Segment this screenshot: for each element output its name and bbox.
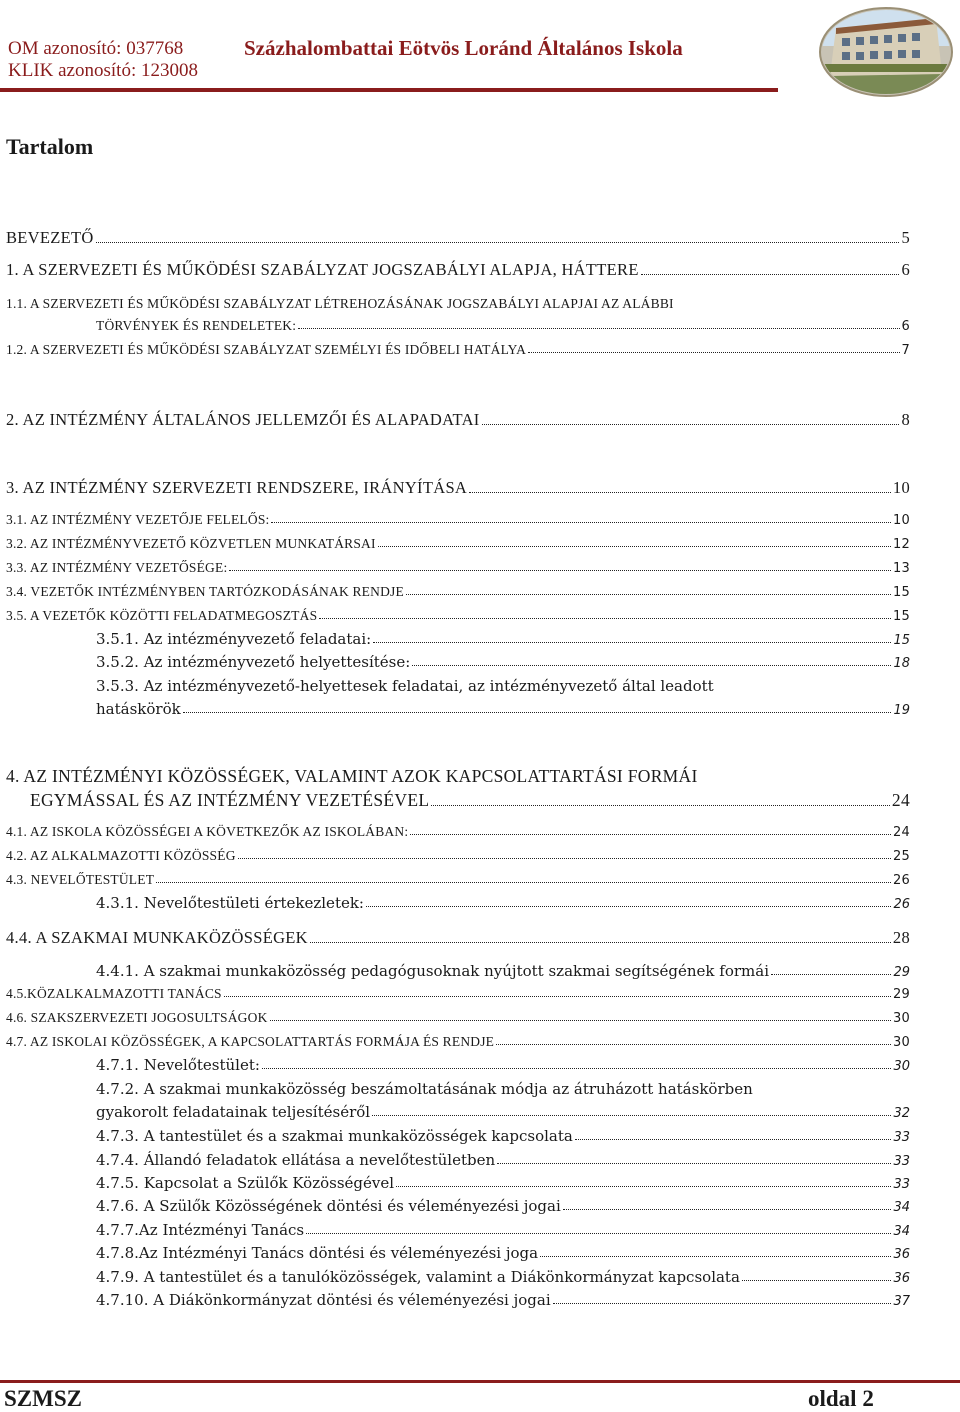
toc-entry-label: 4.4.1. A szakmai munkaközösség pedagógusoknak nyújtott szakmai segítségének formái bbox=[96, 962, 770, 980]
toc-entry[interactable] bbox=[6, 1010, 910, 1026]
toc-entry-page: 30 bbox=[893, 1011, 910, 1026]
toc-entry[interactable] bbox=[96, 700, 910, 718]
toc-entry[interactable] bbox=[6, 536, 910, 552]
dot-leader bbox=[378, 545, 891, 547]
toc-entry-page: 19 bbox=[893, 703, 910, 718]
toc-entry-page: 37 bbox=[893, 1294, 910, 1309]
toc-entry[interactable] bbox=[96, 894, 910, 912]
toc-entry-page: 24 bbox=[891, 790, 910, 810]
toc-entry-label: 3.5.2. Az intézményvezető helyettesítése: bbox=[96, 653, 411, 671]
dot-leader bbox=[310, 941, 891, 943]
toc-entry-label: EGYMÁSSAL ÉS AZ INTÉZMÉNY VEZETÉSÉVEL bbox=[30, 790, 430, 810]
toc-entry-label-line1: 1.1. A SZERVEZETI ÉS MŰKÖDÉSI SZABÁLYZAT LÉTREHOZÁSÁNAK JOGSZABÁLYI ALAPJAI AZ ALÁBBI bbox=[6, 296, 674, 311]
dot-leader bbox=[469, 491, 891, 493]
dot-leader bbox=[262, 1067, 892, 1069]
dot-leader bbox=[396, 1185, 891, 1187]
dot-leader bbox=[373, 641, 891, 643]
toc-entry-label: gyakorolt feladatainak teljesítéséről bbox=[96, 1103, 371, 1121]
toc-entry[interactable] bbox=[96, 1221, 910, 1239]
toc-entry-label: 4.7.1. Nevelőtestület: bbox=[96, 1056, 260, 1074]
dot-leader bbox=[298, 327, 899, 329]
toc-entry[interactable] bbox=[96, 1244, 910, 1262]
toc-entry-label: 3.4. VEZETŐK INTÉZMÉNYBEN TARTÓZKODÁSÁNAK RENDJE bbox=[6, 584, 404, 599]
dot-leader bbox=[319, 617, 891, 619]
toc-entry-label: 3.2. AZ INTÉZMÉNYVEZETŐ KÖZVETLEN MUNKATÁRSAI bbox=[6, 536, 376, 551]
toc-entry-page: 15 bbox=[893, 585, 910, 600]
toc-entry-label: 4.7.3. A tantestület és a szakmai munkaközösségek kapcsolata bbox=[96, 1127, 573, 1145]
toc-entry-page: 25 bbox=[893, 849, 910, 864]
toc-entry[interactable] bbox=[6, 560, 910, 576]
toc-entry-page: 34 bbox=[893, 1224, 910, 1239]
toc-entry-page: 15 bbox=[893, 633, 910, 648]
dot-leader bbox=[183, 711, 892, 713]
toc-entry[interactable] bbox=[6, 824, 910, 840]
toc-entry-label: 4.2. AZ ALKALMAZOTTI KÖZÖSSÉG bbox=[6, 848, 236, 863]
toc-entry-page: 7 bbox=[901, 343, 910, 358]
toc-entry[interactable] bbox=[96, 1127, 910, 1145]
toc-entry-label: 4.7.9. A tantestület és a tanulóközösségek, valamint a Diákönkormányzat kapcsolata bbox=[96, 1268, 740, 1286]
dot-leader bbox=[372, 1114, 891, 1116]
toc-entry[interactable] bbox=[6, 872, 910, 888]
toc-entry-label-line1: 4.7.2. A szakmai munkaközösség beszámoltatásának módja az átruházott hatáskörben bbox=[96, 1080, 753, 1098]
toc-entry[interactable] bbox=[6, 928, 910, 948]
toc-entry-page: 29 bbox=[893, 987, 910, 1002]
toc-entry[interactable] bbox=[6, 608, 910, 624]
toc-entry[interactable] bbox=[96, 1291, 910, 1309]
toc-entry-page: 26 bbox=[893, 873, 910, 888]
toc-entry[interactable] bbox=[6, 342, 910, 358]
dot-leader bbox=[156, 881, 891, 883]
toc-entry[interactable] bbox=[6, 1034, 910, 1050]
toc-entry[interactable] bbox=[6, 260, 910, 280]
dot-leader bbox=[482, 423, 900, 425]
klik-id: KLIK azonosító: 123008 bbox=[8, 60, 198, 81]
toc-entry[interactable] bbox=[6, 410, 910, 430]
toc-entry-label: 4.7. AZ ISKOLAI KÖZÖSSÉGEK, A KAPCSOLATTARTÁS FORMÁJA ÉS RENDJE bbox=[6, 1034, 495, 1049]
toc-entry[interactable] bbox=[6, 986, 910, 1002]
dot-leader bbox=[563, 1208, 892, 1210]
toc-entry[interactable] bbox=[96, 1197, 910, 1215]
dot-leader bbox=[410, 833, 891, 835]
toc-entry-label: 3.3. AZ INTÉZMÉNY VEZETŐSÉGE: bbox=[6, 560, 228, 575]
dot-leader bbox=[771, 973, 891, 975]
toc-entry-label: 4.1. AZ ISKOLA KÖZÖSSÉGEI A KÖVETKEZŐK AZ ISKOLÁBAN: bbox=[6, 824, 409, 839]
footer-page-number: oldal 2 bbox=[808, 1386, 874, 1411]
toc-entry-label: 2. AZ INTÉZMÉNY ÁLTALÁNOS JELLEMZŐI ÉS ALAPADATAI bbox=[6, 410, 480, 429]
dot-leader bbox=[412, 664, 891, 666]
school-building-logo bbox=[818, 6, 954, 98]
toc-entry-page: 28 bbox=[892, 928, 910, 947]
toc-entry[interactable] bbox=[6, 512, 910, 528]
toc-entry-page: 6 bbox=[901, 260, 910, 279]
toc-entry[interactable] bbox=[96, 1268, 910, 1286]
toc-entry-label: 4.3. NEVELŐTESTÜLET bbox=[6, 872, 155, 887]
toc-entry-label: 3. AZ INTÉZMÉNY SZERVEZETI RENDSZERE, IRÁNYÍTÁSA bbox=[6, 478, 468, 497]
toc-entry-page: 18 bbox=[893, 656, 910, 671]
toc-entry-page: 6 bbox=[901, 319, 910, 334]
toc-entry-label: 4.3.1. Nevelőtestületi értekezletek: bbox=[96, 894, 364, 912]
toc-entry-label: 4.7.8.Az Intézményi Tanács döntési és véleményezési joga bbox=[96, 1244, 539, 1262]
toc-entry-label: hatáskörök bbox=[96, 700, 181, 718]
dot-leader bbox=[641, 273, 900, 275]
toc-entry-page: 15 bbox=[893, 609, 910, 624]
toc-entry-page: 34 bbox=[893, 1200, 910, 1215]
dot-leader bbox=[271, 521, 891, 523]
toc-entry-label: 4.7.7.Az Intézményi Tanács bbox=[96, 1221, 305, 1239]
dot-leader bbox=[553, 1302, 892, 1304]
toc-entry-page: 12 bbox=[893, 537, 910, 552]
toc-entry-label: 1.2. A SZERVEZETI ÉS MŰKÖDÉSI SZABÁLYZAT SZEMÉLYI ÉS IDŐBELI HATÁLYA bbox=[6, 342, 527, 357]
dot-leader bbox=[528, 351, 899, 353]
toc-entry-label: 4.6. SZAKSZERVEZETI JOGOSULTSÁGOK bbox=[6, 1010, 268, 1025]
toc-entry[interactable] bbox=[6, 584, 910, 600]
dot-leader bbox=[575, 1138, 892, 1140]
dot-leader bbox=[497, 1162, 891, 1164]
toc-entry-label: 4.5.KÖZALKALMAZOTTI TANÁCS bbox=[6, 986, 222, 1001]
page-header bbox=[0, 0, 960, 100]
toc-entry-label: 1. A SZERVEZETI ÉS MŰKÖDÉSI SZABÁLYZAT JOGSZABÁLYI ALAPJA, HÁTTERE bbox=[6, 260, 639, 279]
toc-entry-page: 33 bbox=[893, 1177, 910, 1192]
toc-entry[interactable] bbox=[96, 318, 910, 334]
dot-leader bbox=[496, 1043, 891, 1045]
dot-leader bbox=[406, 593, 891, 595]
toc-entry[interactable] bbox=[96, 1103, 910, 1121]
toc-entry-label: 4.7.6. A Szülők Közösségének döntési és véleményezési jogai bbox=[96, 1197, 561, 1215]
header-rule bbox=[0, 88, 778, 92]
toc-entry-page: 33 bbox=[893, 1154, 910, 1169]
footer-rule bbox=[0, 1380, 960, 1383]
toc-entry[interactable] bbox=[30, 790, 910, 811]
toc-entry-page: 24 bbox=[893, 825, 910, 840]
toc-entry-page: 13 bbox=[893, 561, 910, 576]
toc-entry[interactable] bbox=[96, 630, 910, 648]
toc-entry-label: 3.5. A VEZETŐK KÖZÖTTI FELADATMEGOSZTÁS bbox=[6, 608, 318, 623]
dot-leader bbox=[229, 569, 891, 571]
toc-title: Tartalom bbox=[6, 134, 94, 159]
dot-leader bbox=[224, 995, 891, 997]
toc-entry-label-line1: 3.5.3. Az intézményvezető-helyettesek feladatai, az intézményvezető által leadott bbox=[96, 677, 714, 695]
dot-leader bbox=[270, 1019, 892, 1021]
toc-entry-page: 30 bbox=[893, 1035, 910, 1050]
toc-entry[interactable] bbox=[6, 478, 910, 498]
toc-entry-label: 4.7.5. Kapcsolat a Szülők Közösségével bbox=[96, 1174, 395, 1192]
toc-entry-page: 36 bbox=[893, 1247, 910, 1262]
school-name: Százhalombattai Eötvös Loránd Általános Iskola bbox=[244, 36, 683, 60]
toc-entry-label: 4.7.10. A Diákönkormányzat döntési és véleményezési jogai bbox=[96, 1291, 551, 1309]
toc-entry[interactable] bbox=[96, 653, 910, 671]
dot-leader bbox=[742, 1279, 892, 1281]
toc-entry[interactable] bbox=[96, 962, 910, 980]
toc-entry-page: 36 bbox=[893, 1271, 910, 1286]
header-ids bbox=[8, 38, 198, 82]
toc-entry-page: 29 bbox=[893, 965, 910, 980]
toc-entry-label-line1: 4. AZ INTÉZMÉNYI KÖZÖSSÉGEK, VALAMINT AZOK KAPCSOLATTARTÁSI FORMÁI bbox=[6, 766, 698, 786]
toc-entry-label: 3.1. AZ INTÉZMÉNY VEZETŐJE FELELŐS: bbox=[6, 512, 270, 527]
toc-entry-page: 8 bbox=[901, 410, 910, 429]
toc-entry[interactable] bbox=[96, 1174, 910, 1192]
toc-entry-page: 26 bbox=[893, 897, 910, 912]
dot-leader bbox=[96, 241, 900, 243]
toc-entry-page: 32 bbox=[893, 1106, 910, 1121]
toc-entry-label: 4.7.4. Állandó feladatok ellátása a nevelőtestületben bbox=[96, 1151, 496, 1169]
toc-entry[interactable] bbox=[96, 1151, 910, 1169]
dot-leader bbox=[540, 1255, 891, 1257]
toc-entry-page: 30 bbox=[893, 1059, 910, 1074]
toc-entry-page: 10 bbox=[892, 478, 910, 497]
om-id: OM azonosító: 037768 bbox=[8, 38, 184, 59]
toc-entry-label: 4.4. A SZAKMAI MUNKAKÖZÖSSÉGEK bbox=[6, 928, 308, 947]
toc-entry-page: 5 bbox=[901, 228, 910, 247]
toc-entry[interactable] bbox=[6, 228, 910, 248]
toc-entry-page: 10 bbox=[893, 513, 910, 528]
dot-leader bbox=[431, 804, 890, 806]
toc-entry-page: 33 bbox=[893, 1130, 910, 1145]
toc-entry[interactable] bbox=[96, 1056, 910, 1074]
toc-entry[interactable] bbox=[6, 848, 910, 864]
dot-leader bbox=[306, 1232, 891, 1234]
toc-entry-label: BEVEZETŐ bbox=[6, 228, 94, 247]
toc-entry-label: 3.5.1. Az intézményvezető feladatai: bbox=[96, 630, 372, 648]
footer-doc-name: SZMSZ bbox=[4, 1386, 82, 1411]
dot-leader bbox=[238, 857, 891, 859]
toc-entry-label: TÖRVÉNYEK ÉS RENDELETEK: bbox=[96, 318, 297, 333]
dot-leader bbox=[366, 905, 891, 907]
